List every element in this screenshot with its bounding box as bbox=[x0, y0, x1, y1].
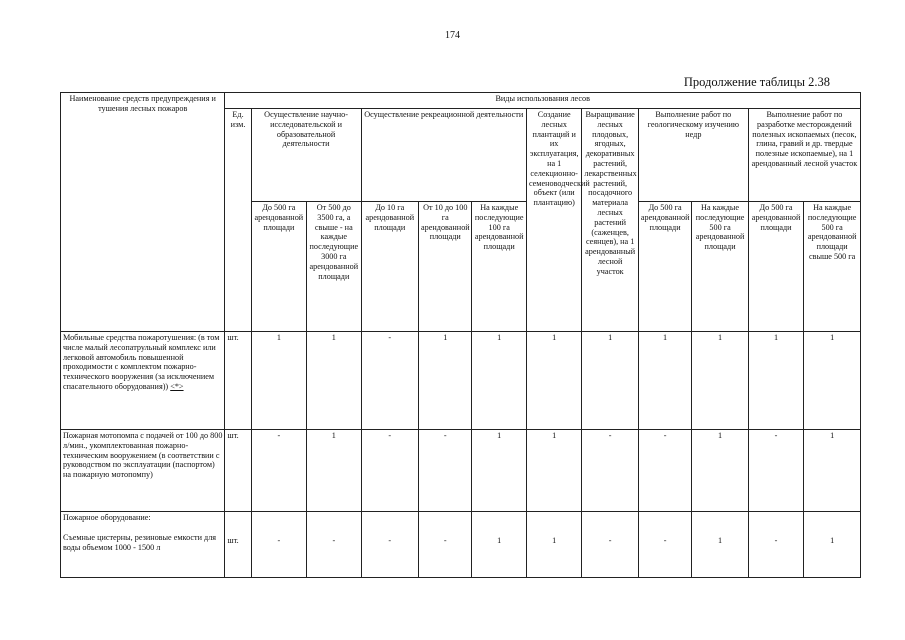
value-cell: 1 bbox=[251, 332, 306, 430]
subheader-recreation-10-100: От 10 до 100 га арендованной площади bbox=[419, 202, 472, 332]
subheader-research-up-to-500: До 500 га арендованной площади bbox=[251, 202, 306, 332]
header-group-recreation: Осуществление рекреационной деятельности bbox=[361, 109, 526, 202]
header-group-plantations: Создание лесных плантаций и их эксплуатация, на 1 селекционно-семеноводческий объект (или плантацию) bbox=[526, 109, 581, 332]
value-cell: - bbox=[582, 430, 638, 512]
row-name-fire-equipment bbox=[61, 512, 225, 578]
table-row bbox=[61, 430, 861, 512]
value-cell: 1 bbox=[748, 332, 803, 430]
value-cell: 1 bbox=[692, 512, 748, 578]
value-cell: 1 bbox=[804, 430, 861, 512]
subheader-recreation-each-100: На каждые последующие 100 га арендованной площади bbox=[472, 202, 526, 332]
value-cell: - bbox=[361, 332, 418, 430]
row-section-title: Пожарное оборудование: bbox=[63, 513, 151, 522]
value-cell: - bbox=[307, 512, 361, 578]
value-cell: 1 bbox=[526, 512, 581, 578]
value-cell: - bbox=[748, 430, 803, 512]
value-cell: 1 bbox=[419, 332, 472, 430]
fire-equipment-table bbox=[60, 92, 861, 578]
value-cell: 1 bbox=[307, 332, 361, 430]
row-unit: шт. bbox=[225, 512, 251, 578]
subheader-recreation-up-to-10: До 10 га арендованной площади bbox=[361, 202, 418, 332]
value-cell: - bbox=[582, 512, 638, 578]
header-group-research: Осуществление научно-исследовательской и образовательной деятельности bbox=[251, 109, 361, 202]
subheader-geology-up-to-500: До 500 га арендованной площади bbox=[638, 202, 691, 332]
row-unit: шт. bbox=[225, 430, 251, 512]
header-forest-uses: Виды использования лесов bbox=[225, 93, 861, 109]
value-cell: 1 bbox=[526, 430, 581, 512]
value-cell: - bbox=[361, 512, 418, 578]
footnote-ref[interactable]: <*> bbox=[170, 381, 184, 391]
value-cell: - bbox=[748, 512, 803, 578]
header-unit: Ед. изм. bbox=[225, 109, 251, 332]
header-row-1 bbox=[61, 93, 861, 109]
value-cell: - bbox=[419, 512, 472, 578]
value-cell: 1 bbox=[692, 430, 748, 512]
row-name-mobile-means: Мобильные средства пожаротушения: (в том числе малый лесопатрульный комплекс или легковой автомобиль повышенной проходимости с комплектом пожарно-технического вооружения (за исключением спасательного оборудования)) <*> bbox=[61, 332, 225, 430]
table-continuation-caption: Продолжение таблицы 2.38 bbox=[683, 75, 830, 89]
header-group-cultivation: Выращивание лесных плодовых, ягодных, декоративных растений, лекарственных растений, посадочного материала лесных растений (саженцев, сеянцев), на 1 арендованный лесной участок bbox=[582, 109, 638, 332]
subheader-mining-each-500: На каждые последующие 500 га арендованной площади свыше 500 га bbox=[804, 202, 861, 332]
value-cell: - bbox=[251, 430, 306, 512]
value-cell: - bbox=[361, 430, 418, 512]
row-name-motor-pump: Пожарная мотопомпа с подачей от 100 до 800 л/мин., укомплектованная пожарно-техническим вооружением (в соответствии с руководством по эксплуатации (паспортом) на пожарную мотопомпу) bbox=[61, 430, 225, 512]
row-unit: шт. bbox=[225, 332, 251, 430]
value-cell: 1 bbox=[638, 332, 691, 430]
value-cell: - bbox=[638, 512, 691, 578]
value-cell: 1 bbox=[472, 512, 526, 578]
subheader-mining-up-to-500: До 500 га арендованной площади bbox=[748, 202, 803, 332]
header-tool-name: Наименование средств предупреждения и тушения лесных пожаров bbox=[61, 93, 225, 332]
subheader-geology-each-500: На каждые последующие 500 га арендованной площади bbox=[692, 202, 748, 332]
value-cell: - bbox=[251, 512, 306, 578]
value-cell: 1 bbox=[804, 332, 861, 430]
table-row bbox=[61, 332, 861, 430]
value-cell: 1 bbox=[526, 332, 581, 430]
value-cell: 1 bbox=[307, 430, 361, 512]
table-row bbox=[61, 512, 861, 578]
value-cell: - bbox=[638, 430, 691, 512]
row-name-tanks: Съемные цистерны, резиновые емкости для воды объемом 1000 - 1500 л bbox=[63, 532, 217, 552]
value-cell: 1 bbox=[804, 512, 861, 578]
header-group-geology: Выполнение работ по геологическому изучению недр bbox=[638, 109, 748, 202]
subheader-research-500-3500: От 500 до 3500 га, а свыше - на каждые последующие 3000 га арендованной площади bbox=[307, 202, 361, 332]
value-cell: 1 bbox=[582, 332, 638, 430]
value-cell: 1 bbox=[472, 430, 526, 512]
value-cell: 1 bbox=[472, 332, 526, 430]
header-group-mining: Выполнение работ по разработке месторождений полезных ископаемых (песок, глина, гравий и др. твердые полезные ископаемые), на 1 арендованный лесной участок bbox=[748, 109, 860, 202]
value-cell: - bbox=[419, 430, 472, 512]
value-cell: 1 bbox=[692, 332, 748, 430]
page-number: 174 bbox=[445, 30, 460, 41]
